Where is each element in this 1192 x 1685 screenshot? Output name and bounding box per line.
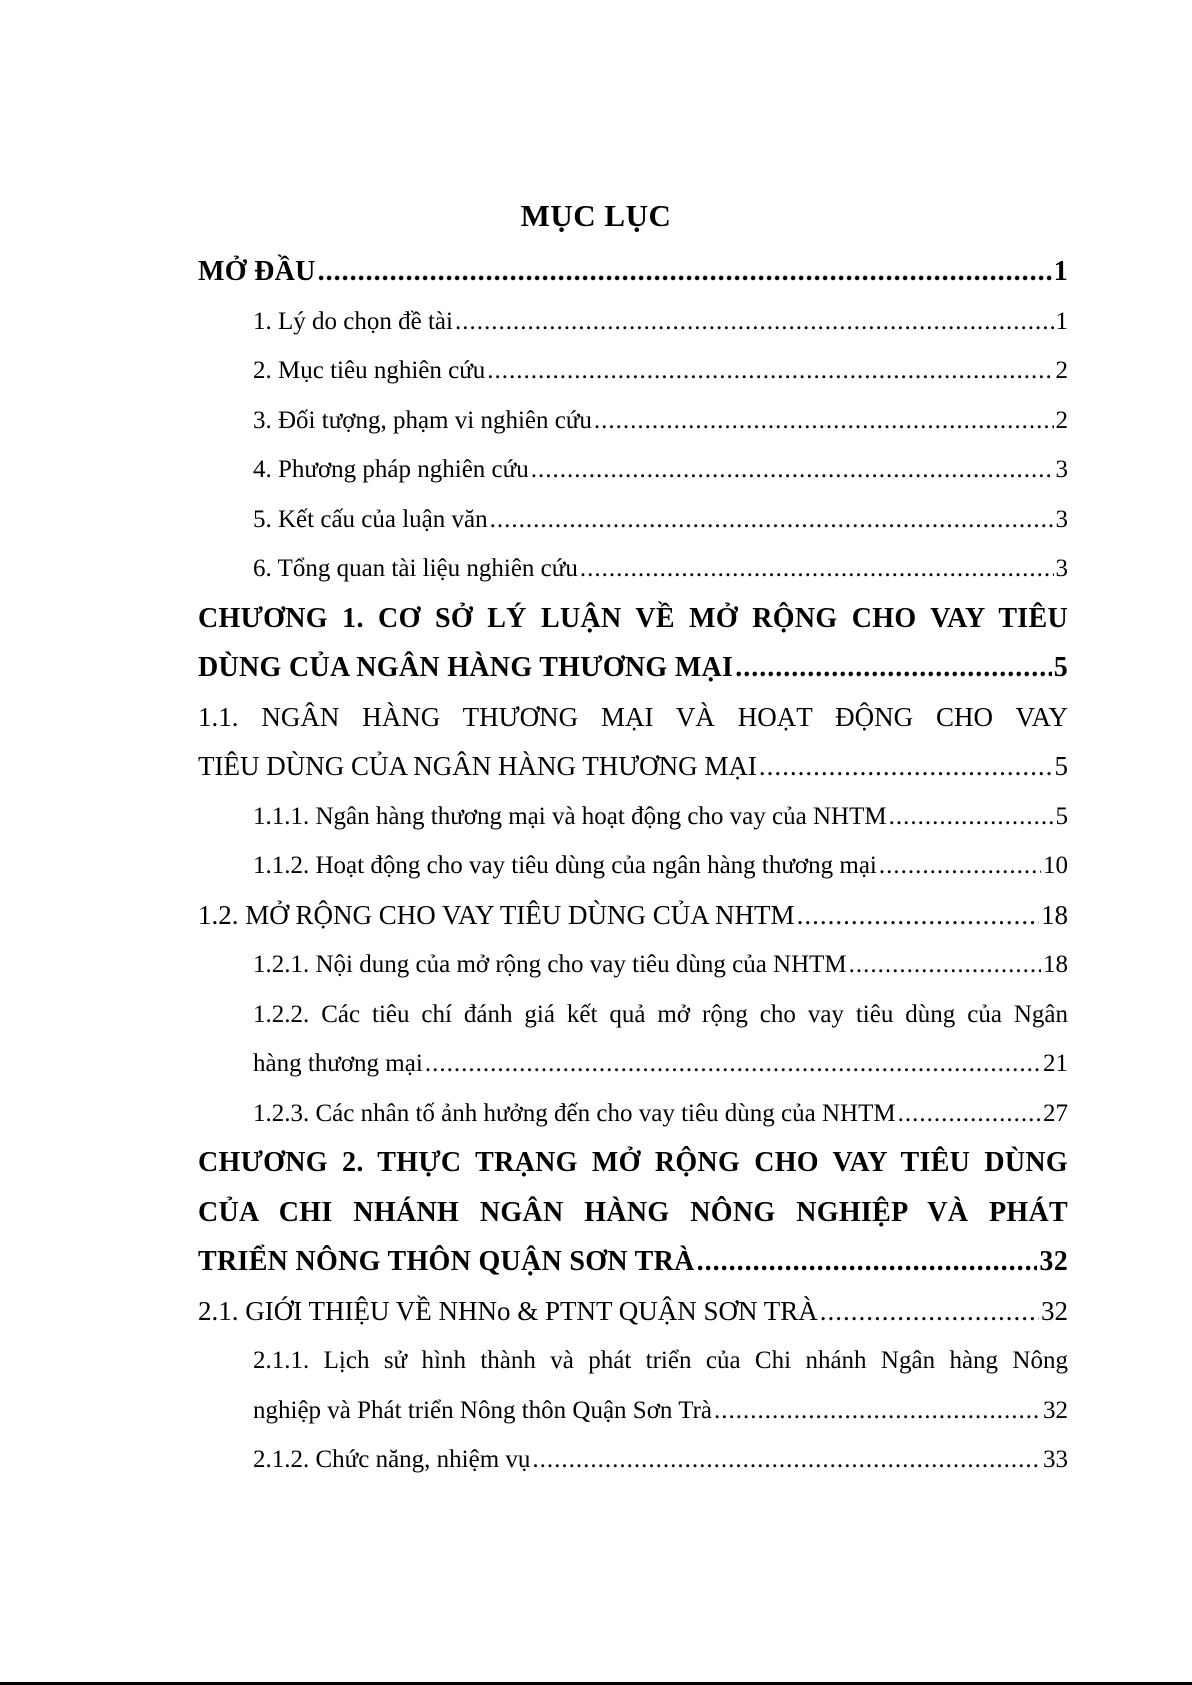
toc-entry[interactable] (198, 445, 1068, 495)
dot-leader (425, 1039, 1041, 1089)
dot-leader (714, 1386, 1041, 1436)
toc-entry-text: 5. Kết cấu của luận văn (253, 505, 488, 533)
toc-page-number: 32 (1043, 1396, 1068, 1424)
toc-entry-text: CỦA CHI NHÁNH NGÂN HÀNG NÔNG NGHIỆP VÀ PHÁT (198, 1196, 1068, 1228)
toc-entry-text: 2.1. GIỚI THIỆU VỀ NHNo & PTNT QUẬN SƠN TRÀ (198, 1295, 818, 1326)
toc-entry-wrapped-line (198, 1336, 1068, 1386)
toc-entry[interactable] (198, 247, 1068, 297)
dot-leader (879, 841, 1041, 891)
toc-entry-text: CHƯƠNG 2. THỰC TRẠNG MỞ RỘNG CHO VAY TIÊU DÙNG (198, 1147, 1068, 1178)
toc-entry-text: 1.1.2. Hoạt động cho vay tiêu dùng của ngân hàng thương mại (253, 852, 877, 879)
toc-entry-text: 1.2.3. Các nhân tố ảnh hưởng đến cho vay tiêu dùng của NHTM (253, 1099, 896, 1127)
dot-leader (820, 1287, 1039, 1337)
toc-entry-wrapped-line (198, 1138, 1068, 1188)
toc-page-number: 2 (1055, 357, 1068, 384)
dot-leader (580, 544, 1054, 594)
toc-page-number: 3 (1055, 456, 1068, 483)
dot-leader (532, 1435, 1041, 1485)
toc-page-number: 1 (1053, 256, 1068, 287)
toc-entry-text: 1.1. NGÂN HÀNG THƯƠNG MẠI VÀ HOẠT ĐỘNG CHO VAY (198, 701, 1068, 732)
toc-page-number: 18 (1043, 951, 1068, 978)
toc-entry-text: 3. Đối tượng, phạm vi nghiên cứu (253, 406, 592, 434)
toc-page-number: 5 (1055, 802, 1068, 830)
toc-entry[interactable] (198, 1039, 1068, 1089)
toc-entry[interactable] (198, 1435, 1068, 1485)
toc-entry-wrapped-line (198, 594, 1068, 644)
dot-leader (797, 891, 1039, 941)
toc-entry[interactable] (198, 346, 1068, 396)
toc-entry-text: MỞ ĐẦU (198, 256, 316, 287)
toc-entry-wrapped-line (198, 990, 1068, 1040)
toc-entry-text: 1. Lý do chọn đề tài (253, 307, 453, 335)
toc-entry-text: 1.2. MỞ RỘNG CHO VAY TIÊU DÙNG CỦA NHTM (198, 899, 795, 930)
table-of-contents (198, 247, 1068, 1485)
toc-page-number: 32 (1041, 1295, 1068, 1326)
dot-leader (697, 1237, 1038, 1287)
toc-entry[interactable] (198, 495, 1068, 545)
toc-page-number: 5 (1053, 652, 1068, 683)
toc-page-number: 10 (1043, 852, 1068, 879)
dot-leader (455, 297, 1054, 347)
toc-entry-text: 1.2.1. Nội dung của mở rộng cho vay tiêu dùng của NHTM (253, 951, 847, 978)
toc-entry[interactable] (198, 792, 1068, 842)
toc-page-number: 33 (1043, 1446, 1068, 1473)
toc-page-number: 5 (1054, 751, 1068, 781)
toc-entry-text: 6. Tổng quan tài liệu nghiên cứu (253, 555, 578, 582)
toc-entry[interactable] (198, 841, 1068, 891)
toc-entry[interactable] (198, 891, 1068, 941)
toc-entry-text: hàng thương mại (253, 1050, 423, 1077)
toc-entry-text: CHƯƠNG 1. CƠ SỞ LÝ LUẬN VỀ MỞ RỘNG CHO VAY TIÊU (198, 602, 1068, 634)
toc-entry[interactable] (198, 1386, 1068, 1436)
dot-leader (889, 792, 1054, 842)
dot-leader (490, 495, 1054, 545)
toc-entry[interactable] (198, 297, 1068, 347)
dot-leader (759, 742, 1053, 792)
dot-leader (898, 1089, 1041, 1139)
toc-page-number: 3 (1055, 555, 1068, 582)
toc-page-number: 18 (1041, 899, 1068, 930)
dot-leader (318, 247, 1052, 297)
toc-entry[interactable] (198, 940, 1068, 990)
toc-entry-wrapped-line (198, 1188, 1068, 1238)
toc-entry-text: TRIỂN NÔNG THÔN QUẬN SƠN TRÀ (198, 1246, 695, 1277)
dot-leader (594, 396, 1054, 446)
dot-leader (487, 346, 1053, 396)
toc-entry[interactable] (198, 544, 1068, 594)
toc-entry-text: 1.2.2. Các tiêu chí đánh giá kết quả mở rộng cho vay tiêu dùng của Ngân (253, 1000, 1068, 1028)
toc-page-number: 2 (1055, 406, 1068, 434)
dot-leader (735, 643, 1051, 693)
toc-entry-text: 4. Phương pháp nghiên cứu (253, 456, 529, 483)
toc-entry[interactable] (198, 396, 1068, 446)
toc-page-number: 3 (1055, 505, 1068, 533)
toc-entry[interactable] (198, 742, 1068, 792)
dot-leader (849, 940, 1041, 990)
toc-entry[interactable] (198, 1287, 1068, 1337)
dot-leader (531, 445, 1054, 495)
toc-entry-text: 2. Mục tiêu nghiên cứu (253, 357, 486, 384)
toc-entry-text: 1.1.1. Ngân hàng thương mại và hoạt động cho vay của NHTM (253, 802, 887, 830)
toc-title: MỤC LỤC (520, 198, 672, 233)
toc-entry[interactable] (198, 1237, 1068, 1287)
toc-page-number: 27 (1043, 1099, 1068, 1127)
toc-page-number: 32 (1039, 1246, 1068, 1277)
toc-entry-wrapped-line (198, 693, 1068, 743)
toc-entry-text: 2.1.2. Chức năng, nhiệm vụ (253, 1446, 531, 1473)
toc-page-number: 1 (1055, 307, 1068, 335)
toc-entry[interactable] (198, 1089, 1068, 1139)
toc-entry[interactable] (198, 643, 1068, 693)
toc-entry-text: TIÊU DÙNG CỦA NGÂN HÀNG THƯƠNG MẠI (198, 751, 757, 781)
toc-entry-text: DÙNG CỦA NGÂN HÀNG THƯƠNG MẠI (198, 652, 734, 683)
toc-entry-text: 2.1.1. Lịch sử hình thành và phát triển của Chi nhánh Ngân hàng Nông (253, 1347, 1068, 1374)
toc-page-number: 21 (1043, 1050, 1068, 1077)
toc-entry-text: nghiệp và Phát triển Nông thôn Quận Sơn Trà (253, 1396, 713, 1424)
